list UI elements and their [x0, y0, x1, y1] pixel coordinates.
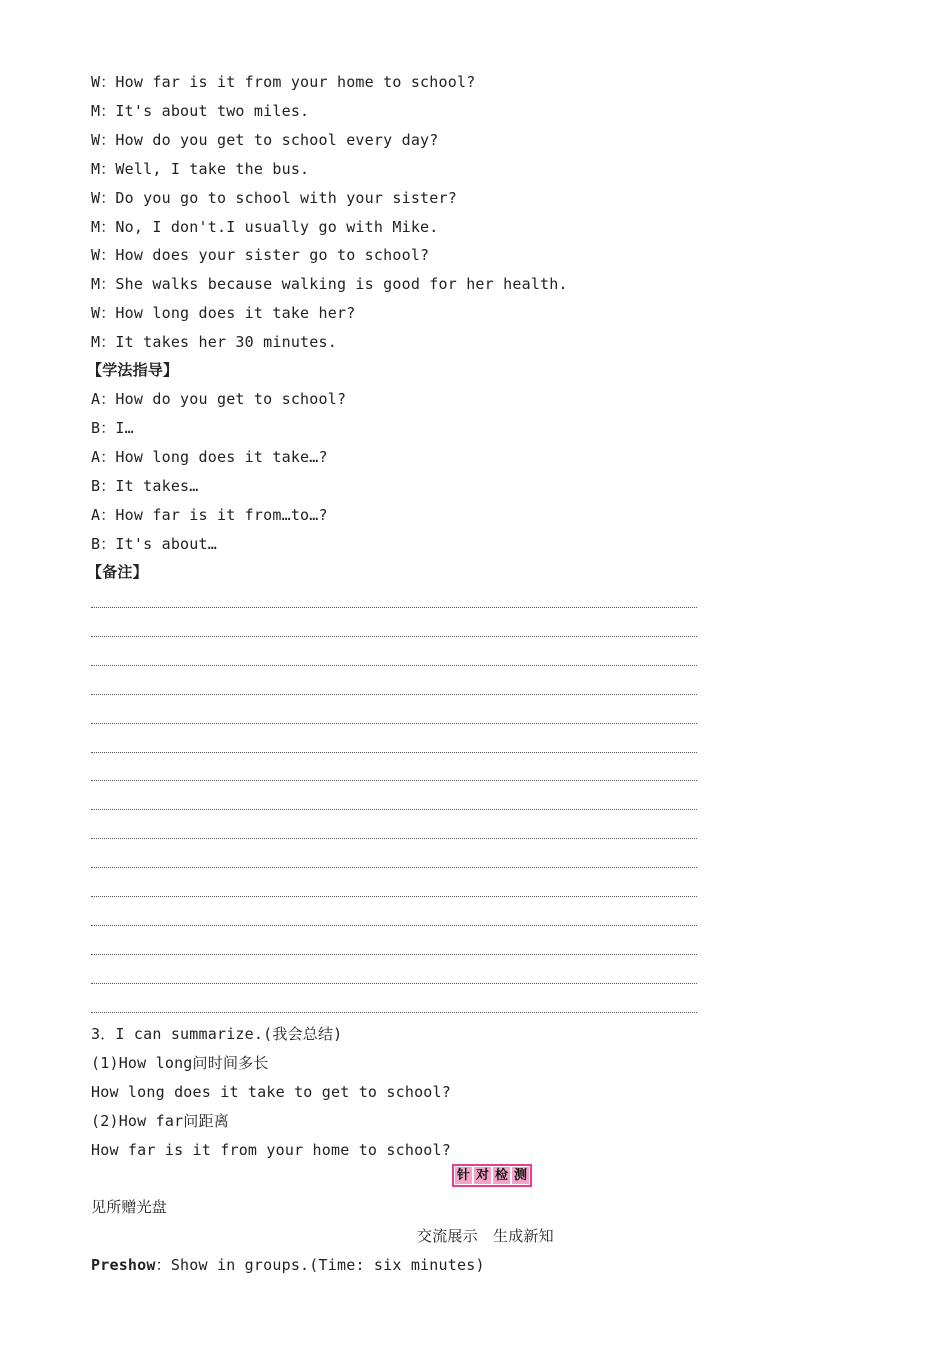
section-title: 交流展示 生成新知: [417, 1227, 554, 1245]
note-rule: [91, 780, 697, 781]
note-rule: [91, 838, 697, 839]
dialogue-line: W：How do you get to school every day?: [91, 131, 439, 149]
note-rule: [91, 1012, 697, 1013]
preshow-line: [91, 1255, 485, 1275]
badge-char: 对: [475, 1168, 489, 1183]
badge-char: 测: [513, 1168, 527, 1183]
targeted-test-badge: [452, 1164, 532, 1187]
cd-note: 见所赠光盘: [91, 1198, 168, 1216]
note-rule: [91, 752, 697, 753]
badge-char: 检: [494, 1168, 508, 1183]
summary-line: (1)How long问时间多长: [91, 1054, 269, 1072]
summary-line: (2)How far问距离: [91, 1112, 229, 1130]
note-rule: [91, 607, 697, 608]
badge-char: 针: [456, 1168, 470, 1183]
dialogue-line: M：She walks because walking is good for her health.: [91, 275, 568, 293]
guide-line: B：It's about…: [91, 535, 217, 553]
note-rule: [91, 954, 697, 955]
dialogue-line: W：How long does it take her?: [91, 304, 356, 322]
dialogue-line: W：How does your sister go to school?: [91, 246, 430, 264]
guide-line: A：How far is it from…to…?: [91, 506, 328, 524]
note-rule: [91, 896, 697, 897]
guide-line: B：It takes…: [91, 477, 199, 495]
summary-line: How far is it from your home to school?: [91, 1141, 451, 1159]
note-rule: [91, 983, 697, 984]
dialogue-line: M：It takes her 30 minutes.: [91, 333, 337, 351]
summary-line: How long does it take to get to school?: [91, 1083, 451, 1101]
note-rule: [91, 665, 697, 666]
note-rule: [91, 809, 697, 810]
preshow-text: ：Show in groups.(Time: six minutes): [155, 1256, 485, 1274]
preshow-label: Preshow: [91, 1256, 156, 1274]
dialogue-line: M：Well, I take the bus.: [91, 160, 310, 178]
dialogue-line: M：No, I don't.I usually go with Mike.: [91, 218, 439, 236]
note-rule: [91, 636, 697, 637]
dialogue-line: W：Do you go to school with your sister?: [91, 189, 457, 207]
guide-line: A：How long does it take…?: [91, 448, 328, 466]
note-rule: [91, 694, 697, 695]
notes-heading: 【备注】: [87, 563, 148, 581]
summary-heading: 3．I can summarize.(我会总结): [91, 1025, 343, 1043]
note-rule: [91, 867, 697, 868]
guide-heading: 【学法指导】: [87, 361, 179, 379]
note-rule: [91, 723, 697, 724]
dialogue-line: W：How far is it from your home to school?: [91, 73, 476, 91]
dialogue-line: M：It's about two miles.: [91, 102, 310, 120]
guide-line: B：I…: [91, 419, 134, 437]
guide-line: A：How do you get to school?: [91, 390, 347, 408]
note-rule: [91, 925, 697, 926]
